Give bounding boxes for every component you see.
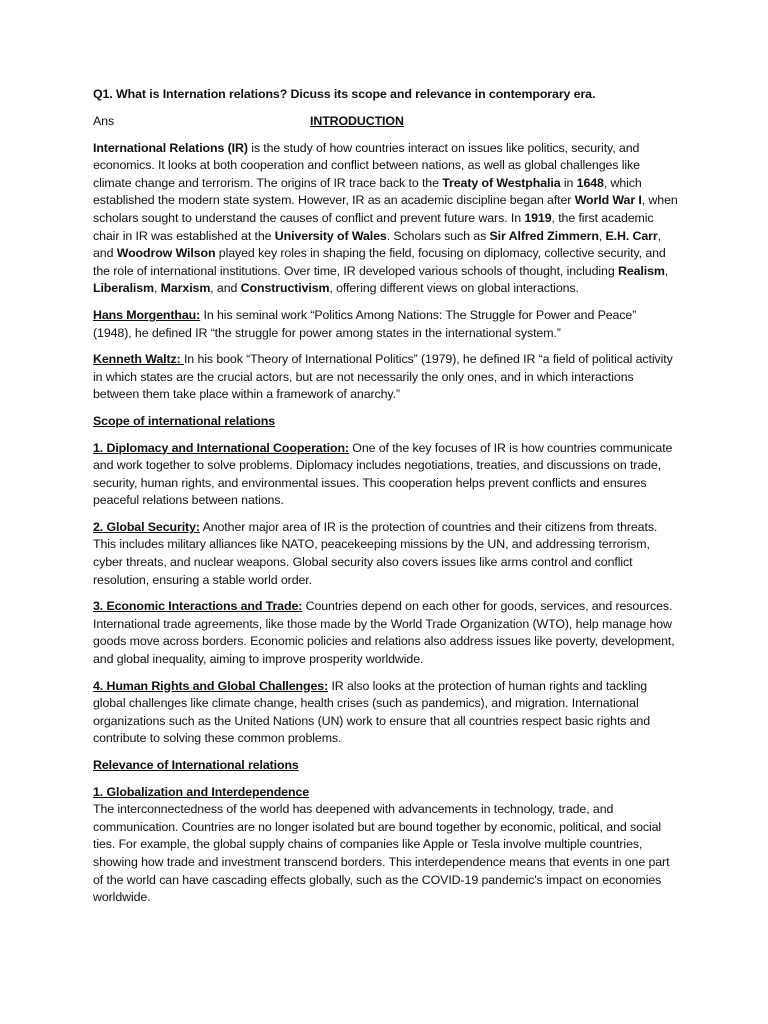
definition-morgenthau (93, 307, 678, 342)
intro-term: Sir Alfred Zimmern (489, 228, 599, 243)
scope-item (93, 678, 678, 748)
scope-item-title: 3. Economic Interactions and Trade: (93, 599, 303, 614)
relevance-item-title: 1. Globalization and Interdependence (93, 784, 310, 799)
intro-text: , which established the modern state system. However, IR as an academic discipline began after (93, 175, 642, 208)
definition-author: Hans Morgenthau: (93, 307, 201, 322)
intro-term: University of Wales (274, 228, 387, 243)
intro-term: 1648 (576, 175, 604, 190)
scope-item-title: 1. Diplomacy and International Cooperation: (93, 440, 349, 455)
definition-text: In his book “Theory of International Politics” (1979), he defined IR “a field of political activity in which states are the crucial actors, but are not necessarily the only ones, and in which interactions between them take place within a framework of anarchy.” (93, 352, 673, 402)
scope-item (93, 440, 678, 510)
intro-text: , (598, 228, 606, 243)
intro-term: Marxism (160, 281, 211, 296)
scope-item-text: Countries depend on each other for goods, services, and resources. International trade agreements, like those made by the World Trade Organization (WTO), help manage how goods move across borders. Economic policies and relations also address issues like poverty, development, and global inequality, aiming to improve prosperity worldwide. (93, 599, 675, 667)
intro-text: in (560, 175, 577, 190)
answer-label: Ans (93, 113, 115, 128)
scope-item (93, 519, 678, 589)
intro-term: 1919 (524, 210, 552, 225)
intro-term: Treaty of Westphalia (442, 175, 561, 190)
scope-item-title: 2. Global Security: (93, 519, 200, 534)
scope-item-text: IR also looks at the protection of human rights and tackling global challenges like climate change, health crises (such as pandemics), and migration. International organizations such as the United Nations (UN) work to ensure that all countries respect basic rights and contribute to solving these common problems. (93, 678, 651, 746)
intro-text: , (664, 263, 669, 278)
question-heading: Q1. What is Internation relations? Dicuss its scope and relevance in contemporary era. (93, 87, 596, 101)
intro-term: International Relations (IR) (93, 140, 248, 155)
scope-item-title: 4. Human Rights and Global Challenges: (93, 678, 329, 693)
intro-text: is the study of how countries interact on issues like politics, security, and economics. It looks at both cooperation and conflict between nations, as well as global challenges like climate change and terrorism. The origins of IR trace back to the (93, 140, 640, 190)
relevance-item-text: The interconnectedness of the world has deepened with advancements in technology, trade, and communication. Countries are no longer isolated but are bound together by economic, political, and social ties. For example, the global supply chains of companies like Apple or Tesla involve multiple countries, showing how trade and investment transcend borders. This interdependence means that events in one part of the world can have cascading effects globally, such as the COVID-19 pandemic's impact on economies worldwide. (93, 802, 670, 905)
intro-text: . Scholars such as (386, 228, 490, 243)
scope-item-text: Another major area of IR is the protection of countries and their citizens from threats. This includes military alliances like NATO, peacekeeping missions by the UN, and addressing terrorism, cyber threats, and nuclear weapons. Global security also covers issues like arms control and conflict resolution, ensuring a stable world order. (93, 519, 658, 587)
introduction-paragraph (93, 140, 678, 298)
introduction-heading: INTRODUCTION (310, 113, 404, 128)
scope-item-text: One of the key focuses of IR is how countries communicate and work together to solve problems. Diplomacy includes negotiations, treaties, and discussions on trade, security, human rights, and environmental issues. This cooperation helps prevent conflicts and ensures peaceful relations between nations. (93, 440, 673, 508)
intro-text: , (153, 281, 161, 296)
intro-text: , the first academic chair in IR was established at the (93, 210, 654, 243)
intro-text: , and (93, 228, 661, 261)
answer-row (93, 113, 678, 131)
definition-waltz (93, 351, 678, 404)
intro-text: , when scholars sought to understand the causes of conflict and prevent future wars. In (93, 193, 678, 225)
relevance-heading: Relevance of International relations (93, 758, 299, 772)
intro-term: Realism (617, 263, 665, 278)
scope-item (93, 598, 678, 668)
definition-author: Kenneth Waltz: (93, 352, 184, 367)
intro-term: Woodrow Wilson (116, 246, 216, 261)
intro-text: , offering different views on global interactions. (329, 281, 579, 296)
definition-text: In his seminal work “Politics Among Nations: The Struggle for Power and Peace” (1948), he defined IR “the struggle for power among states in the international system.” (93, 307, 637, 340)
intro-text: played key roles in shaping the field, focusing on diplomacy, collective security, and the role of international institutions. Over time, IR developed various schools of thought, including (93, 246, 666, 278)
document-body (93, 86, 678, 916)
intro-term: Liberalism (93, 281, 154, 296)
intro-text: , and (210, 281, 241, 296)
intro-term: Constructivism (240, 281, 330, 296)
scope-heading: Scope of international relations (93, 413, 276, 428)
intro-term: E.H. Carr (605, 228, 658, 243)
intro-term: World War I (574, 193, 642, 208)
